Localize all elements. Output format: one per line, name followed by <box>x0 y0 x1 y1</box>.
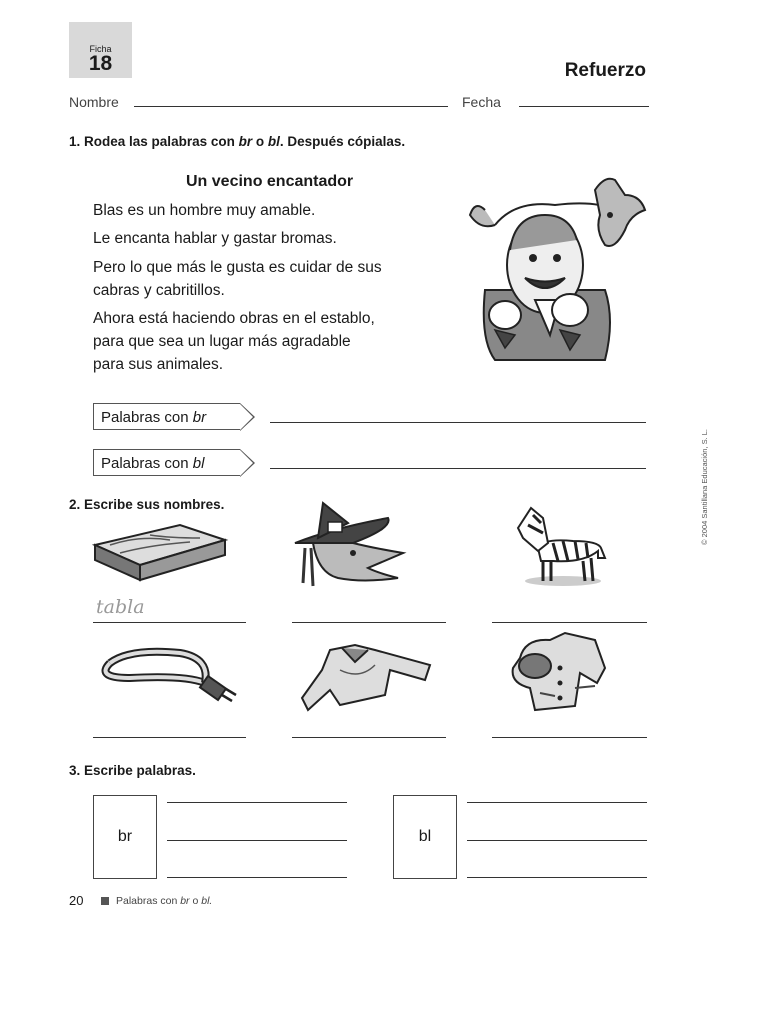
footer-text-o: o <box>189 895 202 907</box>
word-line-bl-1[interactable] <box>467 802 647 803</box>
nombre-label: Nombre <box>69 94 119 110</box>
tag-palabras-br <box>93 403 240 430</box>
story-line: Ahora está haciendo obras en el establo, <box>93 310 375 327</box>
q2-instruction <box>69 497 224 512</box>
word-line-br-3[interactable] <box>167 877 347 878</box>
bullet-square <box>101 897 109 905</box>
answer-line-bl[interactable] <box>270 468 646 469</box>
q1-text-o: o <box>252 134 268 149</box>
answer-line-br[interactable] <box>270 422 646 423</box>
footer-text-bl: bl. <box>201 895 213 907</box>
q3-instruction <box>69 763 196 778</box>
q2-number: 2. <box>69 497 81 512</box>
blouse-image <box>300 640 435 712</box>
story-line: Blas es un hombre muy amable. <box>93 202 316 219</box>
man-with-goat-illustration <box>465 170 650 370</box>
q1-text-a: Rodea las palabras con <box>84 134 239 149</box>
q1-text-br: br <box>238 134 253 149</box>
box-br: br <box>93 795 157 879</box>
fecha-field[interactable] <box>519 106 649 107</box>
example-answer: tabla <box>96 596 145 618</box>
q3-text: Escribe palabras. <box>84 763 196 778</box>
name-line-3[interactable] <box>492 622 647 623</box>
page-number: 20 <box>69 893 84 908</box>
section-title: Refuerzo <box>564 60 646 81</box>
electric-cable-image <box>90 643 240 705</box>
witch-image <box>293 498 408 588</box>
story-line: Pero lo que más le gusta es cuidar de sus <box>93 259 382 276</box>
story-line: Le encanta hablar y gastar bromas. <box>93 230 337 247</box>
box-bl: bl <box>393 795 457 879</box>
word-line-br-1[interactable] <box>167 802 347 803</box>
tag-palabras-bl <box>93 449 240 476</box>
ficha-number: 18 <box>88 52 113 75</box>
fecha-label: Fecha <box>462 94 501 110</box>
tag-br-prefix: Palabras con <box>101 409 193 426</box>
name-line-1[interactable] <box>93 622 246 623</box>
footer-text-a: Palabras con <box>116 895 181 907</box>
tag-bl-letters: bl <box>192 455 205 472</box>
story-title: Un vecino encantador <box>186 173 354 190</box>
zebra-image <box>513 503 613 588</box>
word-line-bl-3[interactable] <box>467 877 647 878</box>
name-line-2[interactable] <box>292 622 446 623</box>
nombre-field[interactable] <box>134 106 448 107</box>
footer-text <box>116 895 212 907</box>
tag-br-letters: br <box>192 409 207 426</box>
story-line: cabras y cabritillos. <box>93 282 225 299</box>
q1-instruction <box>69 134 405 149</box>
name-line-4[interactable] <box>93 737 246 738</box>
ficha-label: Ficha <box>89 44 112 54</box>
jacket-image <box>505 628 610 713</box>
word-line-br-2[interactable] <box>167 840 347 841</box>
word-line-bl-2[interactable] <box>467 840 647 841</box>
story-line: para que sea un lugar más agradable <box>93 333 351 350</box>
name-line-6[interactable] <box>492 737 647 738</box>
ficha-badge <box>69 22 132 78</box>
footer-text-br: br <box>180 895 190 907</box>
copyright-notice: © 2004 Santillana Educación, S. L. <box>700 428 709 545</box>
q1-number: 1. <box>69 134 81 149</box>
q1-text-bl: bl <box>267 134 280 149</box>
q1-text-b: . Después cópialas. <box>279 134 406 149</box>
q2-text: Escribe sus nombres. <box>84 497 225 512</box>
tag-bl-prefix: Palabras con <box>101 455 193 472</box>
wooden-plank-image <box>90 520 230 585</box>
name-line-5[interactable] <box>292 737 446 738</box>
story-line: para sus animales. <box>93 356 224 373</box>
q3-number: 3. <box>69 763 81 778</box>
